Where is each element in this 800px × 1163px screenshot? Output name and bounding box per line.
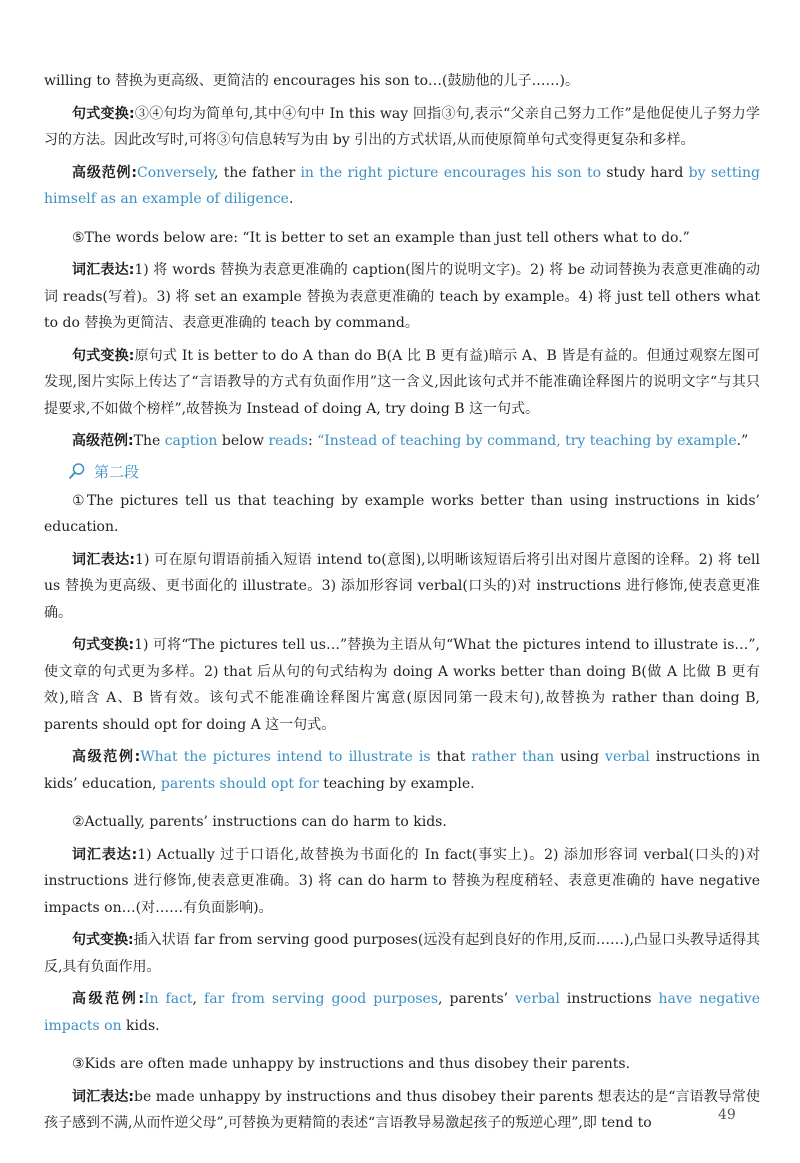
text: that [430,749,472,765]
text: , [192,991,205,1007]
highlight-text: in the right picture encourages his son to [300,164,602,181]
highlight-text: verbal [515,991,560,1007]
vocab-label: 词汇表达: [72,846,138,863]
text: 插入状语 far from serving good purposes(远没有起到良好的作用,反而……),凸显口头教导适得其反,具有负面作用。 [44,932,760,975]
vocab-note [44,842,760,922]
vocab-note [44,257,760,337]
text: study hard [601,164,689,181]
highlight-text: What the pictures intend to illustrate is [140,749,431,765]
text: be made unhappy by instructions and thus disobey their parents 想表达的是“言语教导常使孩子感到不满,从而忤逆父母”,可替换为更精简的表述“言语教导易激起孩子的叛逆心理”,即 tend to [44,1088,760,1131]
text: ③Kids are often made unhappy by instructions and thus disobey their parents. [72,1056,631,1072]
text: The [133,433,165,449]
highlight-text: parents should opt for [160,775,319,792]
advanced-example [44,160,760,213]
paragraph-continuation [44,68,760,95]
syntax-note [44,343,760,423]
highlight-text: far from serving good purposes [204,991,439,1007]
highlight-text: verbal [605,749,650,765]
text: ②Actually, parents’ instructions can do harm to kids. [72,814,447,830]
example-label: 高级范例: [72,749,141,765]
syntax-label: 句式变换: [72,637,135,653]
text: teaching by example. [318,775,475,792]
syntax-label: 句式变换: [72,105,135,122]
highlight-text: “Instead of teaching by command, try teaching by example [317,433,737,449]
vocab-note [44,547,760,627]
original-sentence [44,809,760,836]
syntax-note [44,927,760,980]
highlight-text: caption [164,433,218,449]
original-sentence [44,488,760,541]
example-label: 高级范例: [72,164,137,181]
vocab-label: 词汇表达: [72,1088,134,1105]
text: using [554,749,606,765]
syntax-note [44,632,760,738]
text: ⑤The words below are: “It is better to set an example than just tell others what to do.” [72,229,690,246]
page-number: 49 [718,1107,736,1123]
highlight-text: by setting himself as an example of diligence [44,164,761,207]
text: , parents’ [438,991,516,1007]
text: willing to 替换为更高级、更简洁的 encourages his son to…(鼓励他的儿子……)。 [44,73,579,89]
text: ③④句均为简单句,其中④句中 In this way 回指③句,表示“父亲自己努力工作”是他促使儿子努力学习的方法。因此改写时,可将③句信息转写为由 by 引出的方式状语,从而使原简单句式变得更复杂和多样。 [44,105,760,148]
text: .” [736,433,749,449]
vocab-label: 词汇表达: [72,262,135,278]
text: below [217,433,269,449]
text: instructions in kids’ education, [44,749,761,792]
original-sentence [44,1051,760,1078]
section-heading [68,461,760,482]
example-label: 高级范例: [72,433,134,449]
text: , the father [214,164,301,181]
highlight-text: Conversely [136,164,215,181]
highlight-text: reads [268,433,308,449]
text: : [307,433,318,449]
syntax-note [44,101,760,154]
text: ①The pictures tell us that teaching by example works better than using instructions in kids’ education. [44,492,760,535]
syntax-label: 句式变换: [72,347,135,364]
advanced-example [44,986,760,1039]
advanced-example [44,744,760,797]
highlight-text: rather than [471,749,555,765]
original-sentence [44,225,760,252]
highlight-text: In fact [143,991,193,1007]
text: 1) Actually 过于口语化,故替换为书面化的 In fact(事实上)。2) 添加形容词 verbal(口头的)对 instructions 进行修饰,使表意更准确。3) 将 can do harm to 替换为程度稍轻、表意更准确的 have negative impacts on…(对……有负面影响)。 [44,846,760,916]
text: instructions [559,991,659,1007]
magnifier-icon [68,462,86,480]
vocab-label: 词汇表达: [72,551,136,568]
syntax-label: 句式变换: [72,932,134,948]
advanced-example [44,428,760,455]
vocab-note [44,1084,760,1137]
text: 1) 将 words 替换为表意更准确的 caption(图片的说明文字)。2) 将 be 动词替换为表意更准确的动词 reads(写着)。3) 将 set an example 替换为表意更准确的 teach by example。4) 将 just tell others what to do 替换为更简洁、表意更准确的 teach by command。 [44,262,760,331]
example-label: 高级范例: [72,991,144,1007]
text: . [288,191,294,207]
text: kids. [121,1017,160,1034]
page-content [44,68,760,1143]
highlight-text: have negative impacts on [44,991,760,1034]
text: 1) 可在原句谓语前插入短语 intend to(意图),以明晰该短语后将引出对图片意图的诠释。2) 将 tell us 替换为更高级、更书面化的 illustrate。3) 添加形容词 verbal(口头的)对 instructions 进行修饰,使表意更准确。 [44,551,760,621]
section-title: 第二段 [94,462,140,481]
text: 原句式 It is better to do A than do B(A 比 B 更有益)暗示 A、B 皆是有益的。但通过观察左图可发现,图片实际上传达了“言语教导的方式有负面作用”这一含义,因此该句式并不能准确诠释图片的说明文字“与其只提要求,不如做个榜样”,故替换为 Instead of doing A, try doing B 这一句式。 [44,347,760,417]
text: 1) 可将“The pictures tell us…”替换为主语从句“What the pictures intend to illustrate is…”,使文章的句式更为多样。2) that 后从句的句式结构为 doing A works better than doing B(做 A 比做 B 更有效),暗含 A、B 皆有效。该句式不能准确诠释图片寓意(原因同第一段末句),故替换为 rather than doing B, parents should opt for doing A 这一句式。 [44,637,760,733]
